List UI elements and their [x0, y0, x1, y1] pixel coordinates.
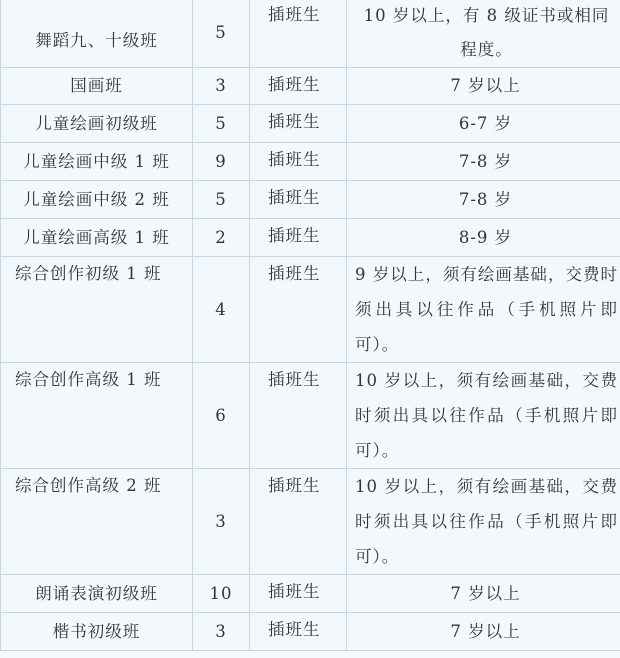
count-cell: 5 [193, 181, 250, 219]
requirement-cell: 10 岁以上，有 8 级证书或相同程度。 [347, 0, 620, 68]
class-name-cell: 儿童绘画中级 2 班 [1, 181, 193, 219]
class-name-cell: 儿童绘画初级班 [1, 105, 193, 143]
requirement-cell: 8-9 岁 [347, 219, 620, 257]
count-cell: 10 [193, 575, 250, 613]
requirement-cell: 10 岁以上，须有绘画基础，交费时须出具以往作品（手机照片即可）。 [347, 363, 620, 469]
student-type-cell: 插班生 [250, 219, 347, 257]
count-cell: 4 [193, 257, 250, 363]
student-type-cell: 插班生 [250, 0, 347, 68]
count-cell: 5 [193, 0, 250, 68]
requirement-cell: 7 岁以上 [347, 575, 620, 613]
requirement-cell: 7-8 岁 [347, 143, 620, 181]
student-type-cell: 插班生 [250, 143, 347, 181]
student-type-cell: 插班生 [250, 105, 347, 143]
count-cell: 3 [193, 68, 250, 105]
table-row [1, 257, 620, 363]
student-type-cell: 插班生 [250, 257, 347, 363]
table-row [1, 105, 620, 143]
class-name-cell: 儿童绘画高级 1 班 [1, 219, 193, 257]
requirement-cell: 7-8 岁 [347, 181, 620, 219]
requirement-cell: 7 岁以上 [347, 613, 620, 651]
requirement-cell: 7 岁以上 [347, 68, 620, 105]
requirement-cell: 9 岁以上，须有绘画基础，交费时须出具以往作品（手机照片即可）。 [347, 257, 620, 363]
class-name-cell: 舞蹈九、十级班 [1, 0, 193, 68]
count-cell: 3 [193, 613, 250, 651]
class-name-cell: 楷书初级班 [1, 613, 193, 651]
class-table-body [1, 0, 620, 651]
table-row [1, 0, 620, 68]
class-name-cell: 综合创作高级 1 班 [1, 363, 193, 469]
student-type-cell: 插班生 [250, 363, 347, 469]
table-row [1, 613, 620, 651]
student-type-cell: 插班生 [250, 181, 347, 219]
requirement-cell: 6-7 岁 [347, 105, 620, 143]
table-row [1, 181, 620, 219]
table-row [1, 68, 620, 105]
table-row [1, 363, 620, 469]
requirement-cell: 10 岁以上，须有绘画基础，交费时须出具以往作品（手机照片即可）。 [347, 469, 620, 575]
student-type-cell: 插班生 [250, 68, 347, 105]
student-type-cell: 插班生 [250, 613, 347, 651]
student-type-cell: 插班生 [250, 575, 347, 613]
student-type-cell: 插班生 [250, 469, 347, 575]
class-name-cell: 综合创作高级 2 班 [1, 469, 193, 575]
table-row [1, 469, 620, 575]
count-cell: 3 [193, 469, 250, 575]
count-cell: 2 [193, 219, 250, 257]
count-cell: 6 [193, 363, 250, 469]
count-cell: 5 [193, 105, 250, 143]
class-name-cell: 儿童绘画中级 1 班 [1, 143, 193, 181]
table-row [1, 143, 620, 181]
class-name-cell: 朗诵表演初级班 [1, 575, 193, 613]
class-name-cell: 国画班 [1, 68, 193, 105]
count-cell: 9 [193, 143, 250, 181]
table-row [1, 575, 620, 613]
class-name-cell: 综合创作初级 1 班 [1, 257, 193, 363]
table-row [1, 219, 620, 257]
